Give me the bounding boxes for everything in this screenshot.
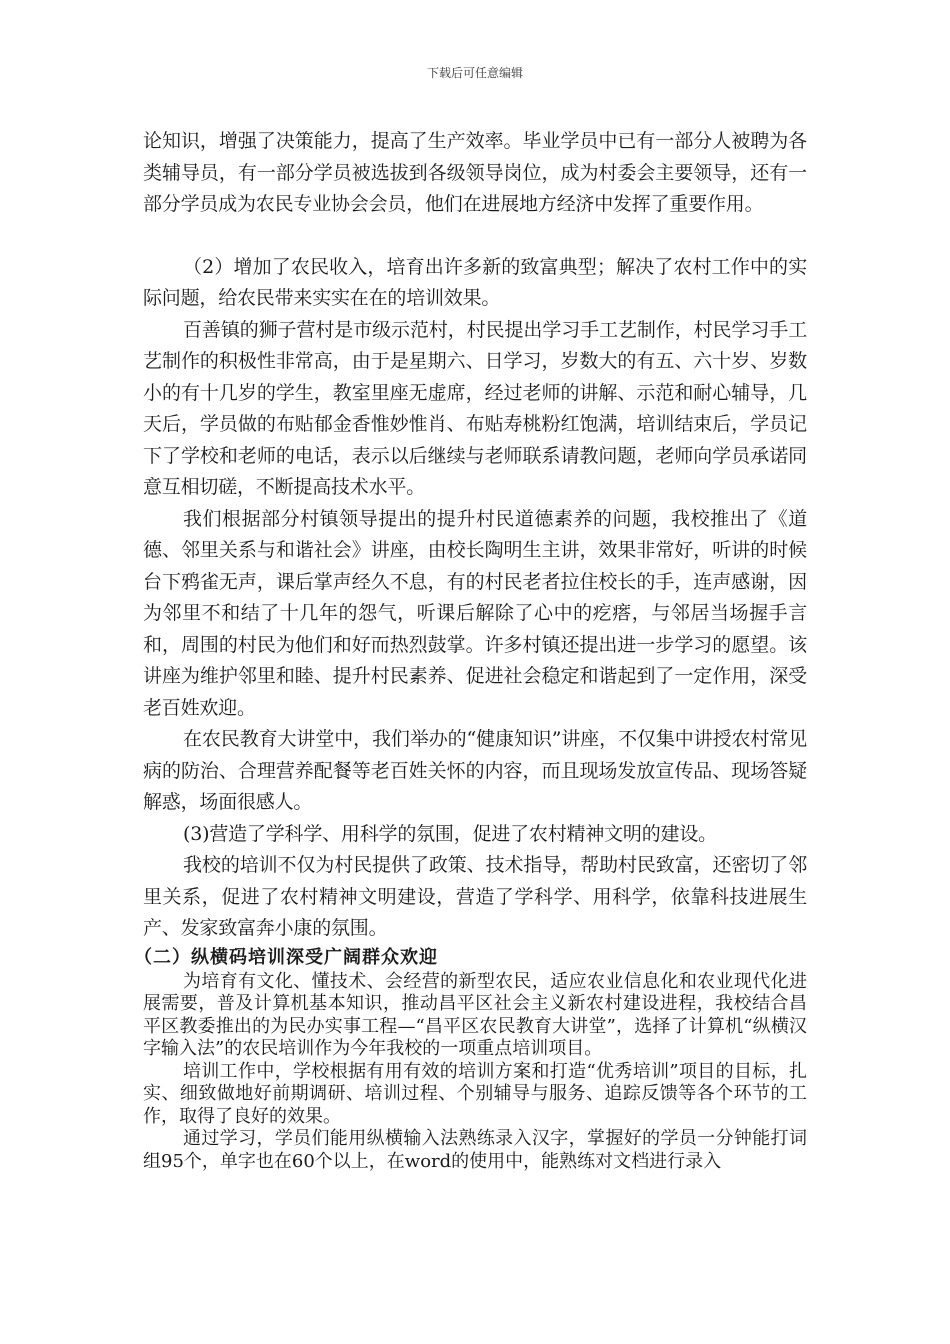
paragraph: 通过学习，学员们能用纵横输入法熟练录入汉字，掌握好的学员一分钟能打词组95个，单字也在60个以上，在word的使用中，能熟练对文档进行录入: [143, 1128, 807, 1172]
paragraph: 论知识，增强了决策能力，提高了生产效率。毕业学员中已有一部分人被聘为各类辅导员，有一部分学员被选拔到各级领导岗位，成为村委会主要领导，还有一部分学员成为农民专业协会会员，他们在进展地方经济中发挥了重要作用。: [143, 130, 807, 215]
paragraph: 百善镇的狮子营村是市级示范村，村民提出学习手工艺制作，村民学习手工艺制作的积极性非常高，由于是星期六、日学习，岁数大的有五、六十岁、岁数小的有十几岁的学生，教室里座无虚席，经过老师的讲解、示范和耐心辅导，几天后，学员做的布贴郁金香惟妙惟肖、布贴寿桃粉红饱满，培训结束后，学员记下了学校和老师的电话，表示以后继续与老师联系请教问题，老师向学员承诺同意互相切磋，不断提高技术水平。: [143, 318, 807, 498]
paragraph: 培训工作中，学校根据有用有效的培训方案和打造“优秀培训”项目的目标，扎实、细致做地好前期调研、培训过程、个别辅导与服务、追踪反馈等各个环节的工作，取得了良好的效果。: [143, 1060, 807, 1127]
paragraph: (3)营造了学科学、用科学的氛围，促进了农村精神文明的建设。: [183, 822, 717, 845]
paragraph: 为培育有文化、懂技术、会经营的新型农民，适应农业信息化和农业现代化进展需要，普及计算机基本知识，推动昌平区社会主义新农村建设进程，我校结合昌平区教委推出的为民办实事工程—“昌平区农民教育大讲堂”，选择了计算机“纵横汉字输入法”的农民培训作为今年我校的一项重点培训项目。: [143, 970, 807, 1059]
paragraph: （2）增加了农民收入，培育出许多新的致富典型；解决了农村工作中的实际问题，给农民带来实实在在的培训效果。: [143, 255, 807, 309]
document-body: [134, 126, 807, 1173]
paragraph: 我们根据部分村镇领导提出的提升村民道德素养的问题，我校推出了《道德、邻里关系与和谐社会》讲座，由校长陶明生主讲，效果非常好，听讲的时候台下鸦雀无声，课后掌声经久不息，有的村民老者拉住校长的手，连声感谢，因为邻里不和结了十几年的怨气，听课后解除了心中的疙瘩，与邻居当场握手言和，周围的村民为他们和好而热烈鼓掌。许多村镇还提出进一步学习的愿望。该讲座为维护邻里和睦、提升村民素养、促进社会稳定和谐起到了一定作用，深受老百姓欢迎。: [143, 507, 807, 719]
paragraph: 在农民教育大讲堂中，我们举办的“健康知识”讲座，不仅集中讲授农村常见病的防治、合理营养配餐等老百姓关怀的内容，而且现场发放宣传品、现场答疑解惑，场面很感人。: [143, 728, 807, 813]
paragraph: 我校的培训不仅为村民提供了政策、技术指导，帮助村民致富，还密切了邻里关系，促进了农村精神文明建设，营造了学科学、用科学，依靠科技进展生产、发家致富奔小康的氛围。: [143, 854, 807, 939]
page-header: 下载后可任意编辑: [426, 66, 523, 80]
paragraph-gap: [143, 221, 807, 252]
section-heading: （二）纵横码培训深受广阔群众欢迎: [134, 946, 438, 968]
